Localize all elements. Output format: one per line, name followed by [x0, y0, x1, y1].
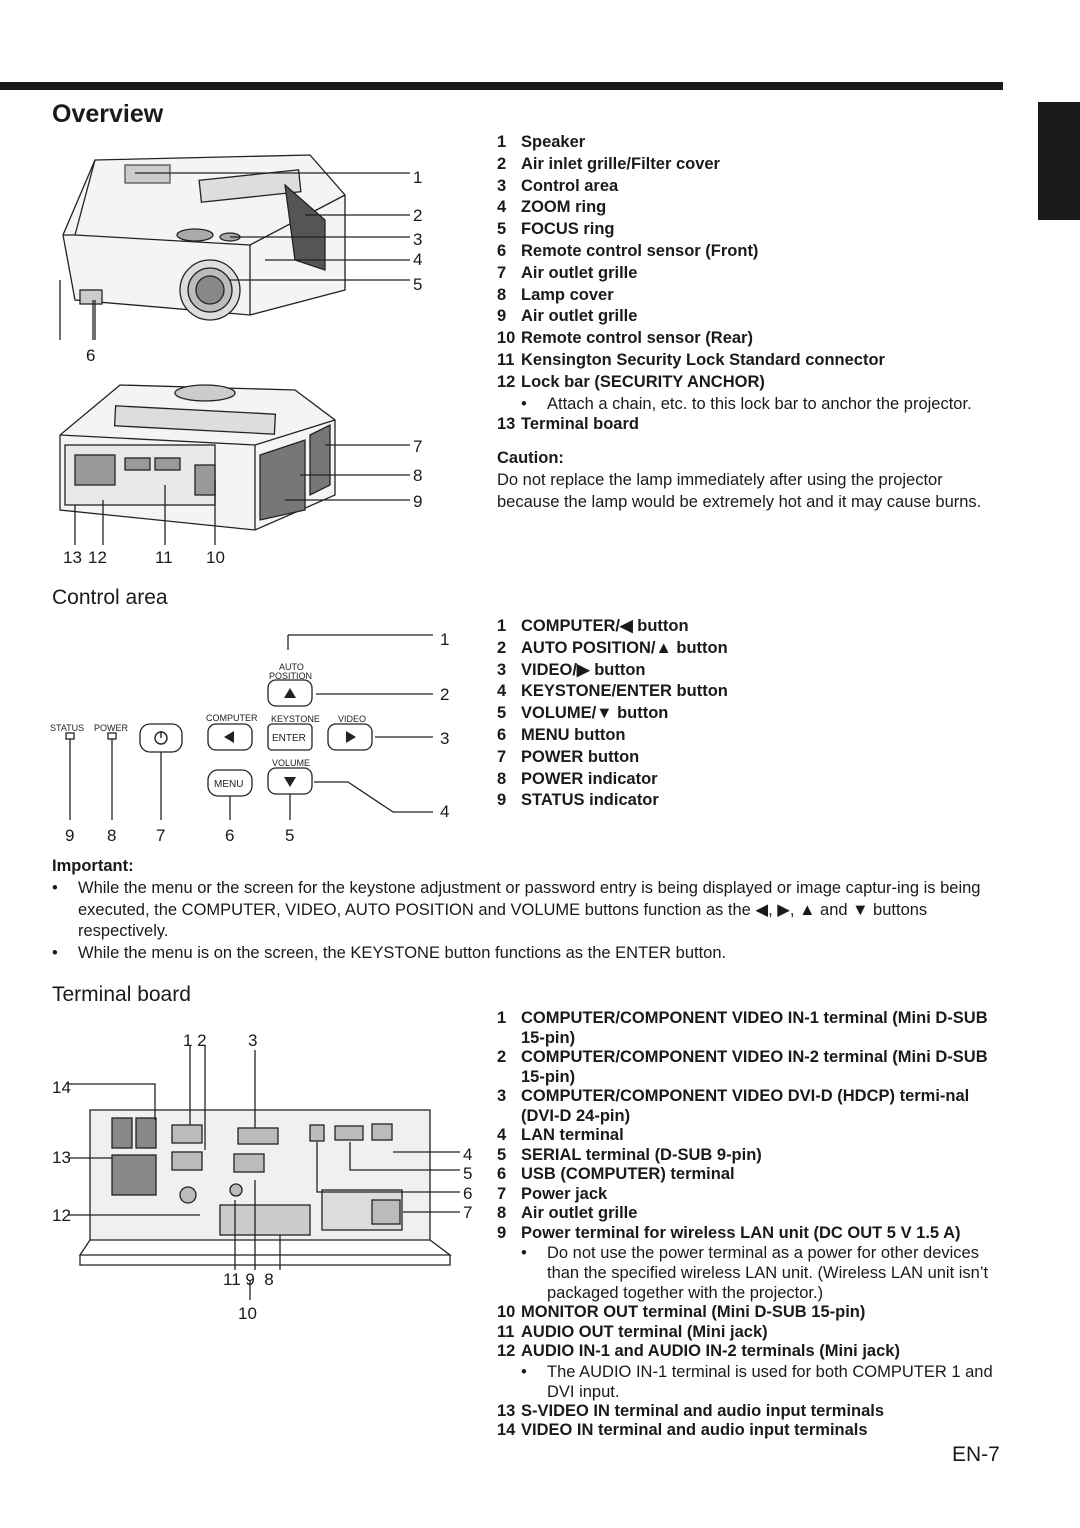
- list-item: 9 STATUS indicator: [497, 791, 659, 810]
- video-label: VIDEO: [338, 714, 367, 724]
- callout-4: 4: [440, 802, 450, 821]
- list-item: 3 COMPUTER/COMPONENT VIDEO DVI-D (HDCP) termi-nal (DVI-D 24-pin): [497, 1087, 970, 1125]
- callout-13: 13: [52, 1148, 71, 1167]
- list-note: • The AUDIO IN-1 terminal is used for both COMPUTER 1 and DVI input.: [521, 1362, 993, 1401]
- list-item: 6 MENU button: [497, 725, 626, 744]
- list-item: 7 POWER button: [497, 747, 640, 766]
- caution-title: Caution:: [497, 449, 564, 467]
- list-item: 3 Control area: [497, 176, 619, 195]
- keystone-label: KEYSTONE: [271, 714, 320, 724]
- list-item: 11 Kensington Security Lock Standard connector: [497, 350, 885, 369]
- list-item: 10 MONITOR OUT terminal (Mini D-SUB 15-pin): [497, 1303, 866, 1321]
- callout-3: 3: [248, 1031, 258, 1050]
- callout-9: 9: [65, 826, 75, 845]
- list-item: 3 VIDEO/▶ button: [497, 660, 646, 679]
- list-item: 5 FOCUS ring: [497, 220, 615, 239]
- overview-parts-list: [497, 132, 1017, 435]
- position-label: POSITION: [269, 671, 313, 681]
- callout-7: 7: [413, 437, 423, 456]
- list-item: 1 Speaker: [497, 133, 586, 151]
- important-notes: [52, 878, 1002, 964]
- list-item: 4 LAN terminal: [497, 1126, 624, 1144]
- callout-9: 9: [413, 492, 423, 511]
- list-item: 6 Remote control sensor (Front): [497, 241, 759, 260]
- callout-1-2: 1 2: [183, 1031, 207, 1050]
- arrow-right-icon: [346, 731, 356, 743]
- callout-5: 5: [413, 275, 423, 294]
- caution-text: Do not replace the lamp immediately after using the projector because the lamp would be extremely hot and it may cause burns.: [497, 471, 982, 511]
- callout-1: 1: [440, 630, 450, 649]
- list-item: 2 COMPUTER/COMPONENT VIDEO IN-2 terminal (Mini D-SUB 15-pin): [497, 1048, 988, 1086]
- callout-6: 6: [225, 826, 235, 845]
- header-rule: [0, 82, 1003, 90]
- list-item: 7 Power jack: [497, 1184, 608, 1203]
- important-title: Important:: [52, 857, 134, 875]
- page-number: EN-7: [952, 1443, 1000, 1466]
- list-item: 8 Lamp cover: [497, 285, 614, 304]
- projector-overview-figure: [55, 140, 440, 570]
- callout-11: 11: [155, 548, 173, 567]
- callout-7: 7: [463, 1203, 473, 1222]
- status-label: STATUS: [50, 723, 85, 733]
- list-item: 14 VIDEO IN terminal and audio input terminals: [497, 1421, 868, 1439]
- important-bullet: • While the menu or the screen for the keystone adjustment or password entry is being displayed or image captur-ing is being executed, the COMPUTER, VIDEO, AUTO POSITION and VOLUME buttons function as the ◀, ▶, ▲ and ▼ buttons respectively.: [52, 879, 981, 940]
- list-item: 9 Power terminal for wireless LAN unit (DC OUT 5 V 1.5 A): [497, 1223, 961, 1242]
- status-indicator: [66, 733, 74, 739]
- list-note: • Attach a chain, etc. to this lock bar to anchor the projector.: [521, 394, 972, 413]
- terminal-board-list: [497, 1009, 1007, 1441]
- callout-2: 2: [440, 685, 450, 704]
- control-area-title: Control area: [52, 586, 168, 609]
- callout-4: 4: [463, 1145, 473, 1164]
- terminal-board-title: Terminal board: [52, 983, 191, 1006]
- control-area-list: [497, 616, 1017, 812]
- control-panel-figure: [48, 630, 458, 825]
- list-item: 7 Air outlet grille: [497, 263, 638, 282]
- power-indicator: [108, 733, 116, 739]
- list-item: 12 Lock bar (SECURITY ANCHOR): [497, 372, 765, 391]
- enter-label: ENTER: [272, 733, 306, 744]
- callout-6: 6: [463, 1184, 473, 1203]
- callout-4: 4: [413, 250, 423, 269]
- language-tab-label: [1040, 92, 1060, 212]
- list-item: 4 KEYSTONE/ENTER button: [497, 682, 728, 701]
- list-item: 5 SERIAL terminal (D-SUB 9-pin): [497, 1145, 762, 1164]
- callout-2: 2: [413, 206, 423, 225]
- list-note: • Do not use the power terminal as a power for other devices than the specified wireless LAN unit. (Wireless LAN unit isn’t packaged together with the projector.): [521, 1244, 989, 1302]
- callout-10: 10: [206, 548, 225, 567]
- list-item: 8 Air outlet grille: [497, 1204, 638, 1222]
- callout-10: 10: [238, 1304, 257, 1323]
- callout-11-9-8: 11 9 8: [223, 1270, 274, 1289]
- callout-6: 6: [86, 346, 96, 365]
- arrow-up-icon: [284, 688, 296, 698]
- list-item: 13 Terminal board: [497, 414, 639, 433]
- projector-front-drawing: [60, 155, 345, 340]
- computer-label: COMPUTER: [206, 713, 258, 723]
- callout-8: 8: [413, 466, 423, 485]
- list-item: 4 ZOOM ring: [497, 198, 607, 217]
- list-item: 6 USB (COMPUTER) terminal: [497, 1165, 735, 1183]
- list-item: 1 COMPUTER/◀ button: [497, 617, 689, 635]
- menu-label: MENU: [214, 779, 244, 790]
- projector-rear-drawing: [60, 385, 335, 545]
- list-item: 2 Air inlet grille/Filter cover: [497, 154, 720, 173]
- auto-label: AUTO: [279, 662, 304, 672]
- callout-5: 5: [463, 1164, 473, 1183]
- list-item: 2 AUTO POSITION/▲ button: [497, 638, 728, 657]
- callout-13: 13: [63, 548, 82, 567]
- list-item: 8 POWER indicator: [497, 769, 658, 788]
- list-item: 5 VOLUME/▼ button: [497, 704, 669, 723]
- list-item: 1 COMPUTER/COMPONENT VIDEO IN-1 terminal (Mini D-SUB 15-pin): [497, 1009, 988, 1047]
- list-item: 10 Remote control sensor (Rear): [497, 329, 753, 348]
- arrow-down-icon: [284, 777, 296, 787]
- callout-14: 14: [52, 1078, 71, 1097]
- volume-label: VOLUME: [272, 758, 311, 768]
- list-item: 11 AUDIO OUT terminal (Mini jack): [497, 1322, 768, 1341]
- overview-title: Overview: [52, 100, 164, 128]
- list-item: 12 AUDIO IN-1 and AUDIO IN-2 terminals (Mini jack): [497, 1342, 900, 1360]
- callout-5: 5: [285, 826, 295, 845]
- list-item: 13 S-VIDEO IN terminal and audio input terminals: [497, 1401, 885, 1420]
- callout-3: 3: [413, 230, 423, 249]
- list-item: 9 Air outlet grille: [497, 307, 638, 326]
- important-bullet: • While the menu is on the screen, the KEYSTONE button functions as the ENTER button.: [52, 943, 727, 962]
- callout-1: 1: [413, 168, 423, 187]
- callout-8: 8: [107, 826, 117, 845]
- language-text: ENGLISH: [1040, 134, 1059, 212]
- callout-12: 12: [52, 1206, 71, 1225]
- callout-12: 12: [88, 548, 107, 567]
- callout-3: 3: [440, 729, 450, 748]
- power-label: POWER: [94, 723, 129, 733]
- callout-7: 7: [156, 826, 166, 845]
- arrow-left-icon: [224, 731, 234, 743]
